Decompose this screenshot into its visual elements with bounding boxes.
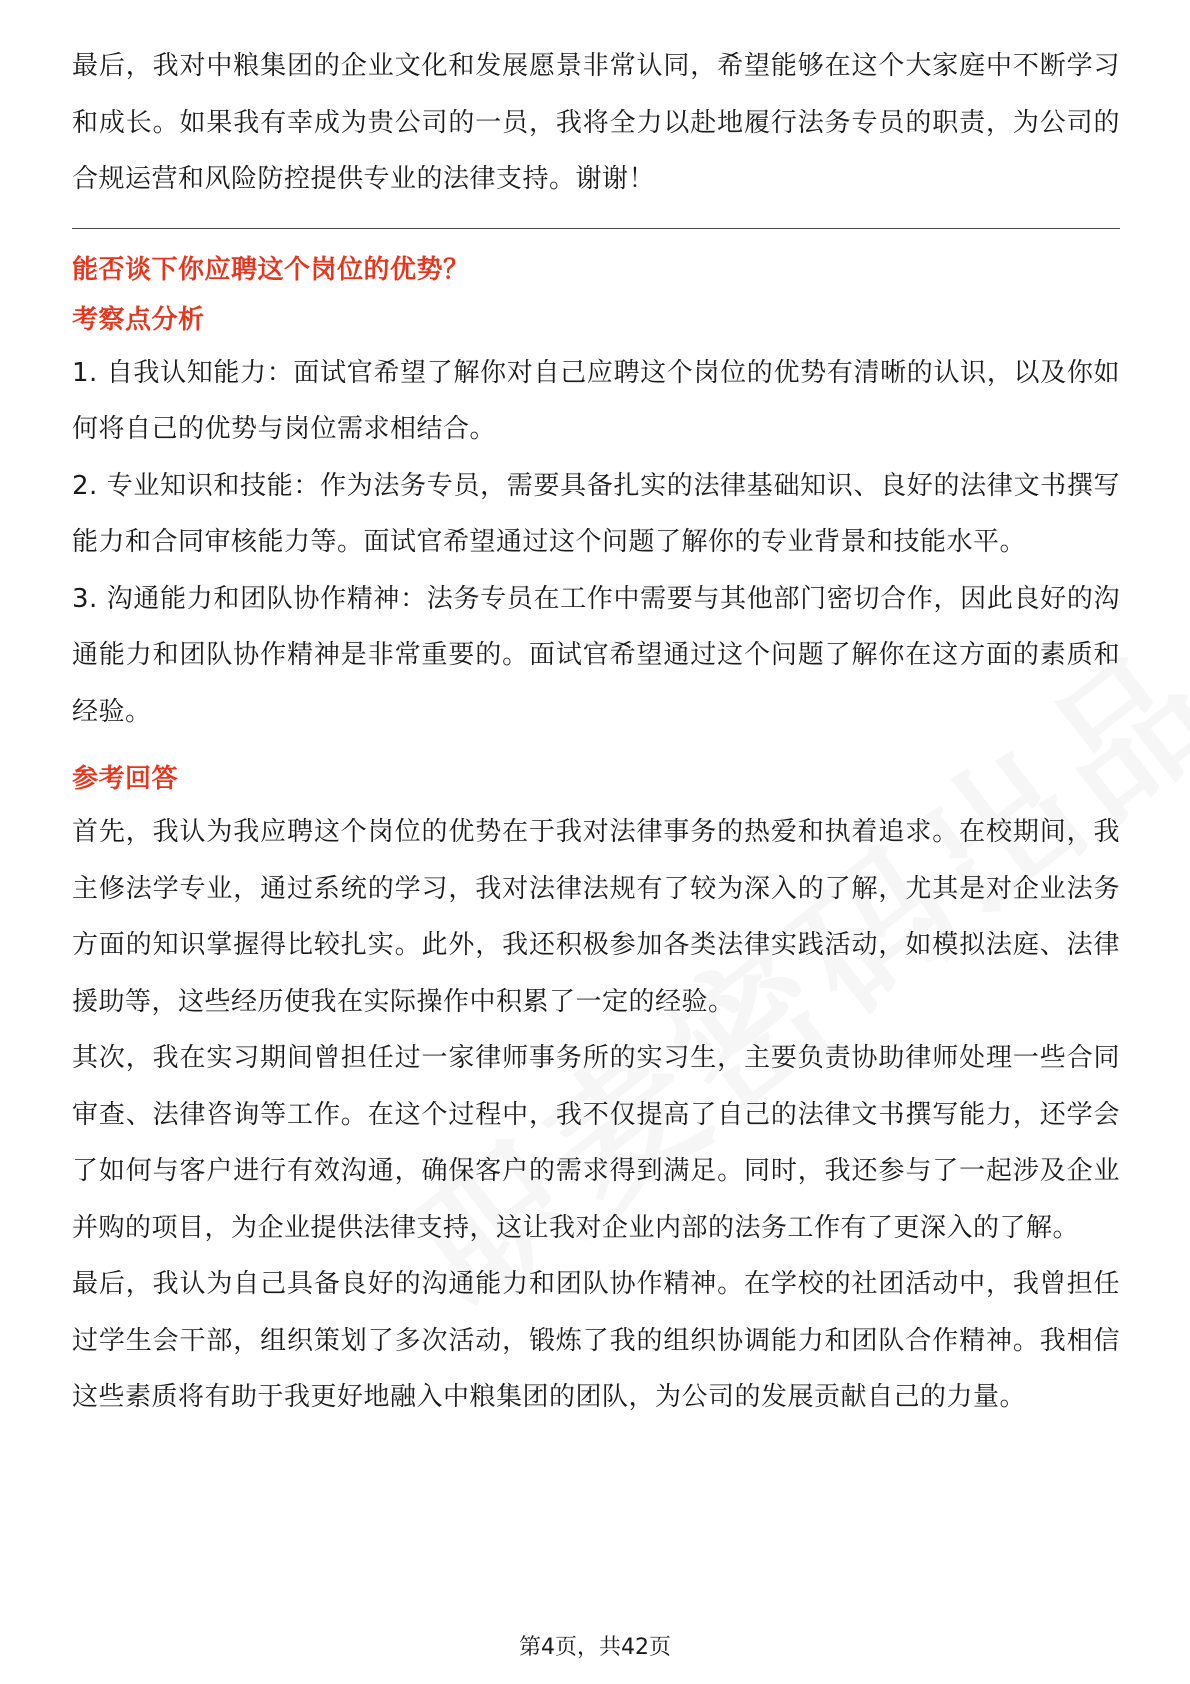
question-heading: 能否谈下你应聘这个岗位的优势？ — [72, 254, 470, 285]
analysis-point: 3. 沟通能力和团队协作精神：法务专员在工作中需要与其他部门密切合作，因此良好的沟通能力和团队协作精神是非常重要的。面试官希望通过这个问题了解你在这方面的素质和经验。 — [72, 583, 1120, 727]
analysis-heading: 考察点分析 — [72, 304, 205, 335]
intro-paragraph: 最后，我对中粮集团的企业文化和发展愿景非常认同，希望能够在这个大家庭中不断学习和成长。如果我有幸成为贵公司的一员，我将全力以赴地履行法务专员的职责，为公司的合规运营和风险防控提供专业的法律支持。谢谢！ — [72, 51, 1120, 194]
answer-paragraph: 首先，我认为我应聘这个岗位的优势在于我对法律事务的热爱和执着追求。在校期间，我主修法学专业，通过系统的学习，我对法律法规有了较为深入的了解，尤其是对企业法务方面的知识掌握得比较扎实。此外，我还积极参加各类法律实践活动，如模拟法庭、法律援助等，这些经历使我在实际操作中积累了一定的经验。 — [72, 817, 1120, 1017]
document-page — [72, 38, 1120, 1426]
section-gap — [72, 740, 1120, 754]
analysis-point: 2. 专业知识和技能：作为法务专员，需要具备扎实的法律基础知识、良好的法律文书撰写能力和合同审核能力等。面试官希望通过这个问题了解你的专业背景和技能水平。 — [72, 470, 1120, 557]
answer-heading: 参考回答 — [72, 764, 179, 794]
answer-paragraph: 最后，我认为自己具备良好的沟通能力和团队协作精神。在学校的社团活动中，我曾担任过学生会干部，组织策划了多次活动，锻炼了我的组织协调能力和团队合作精神。我相信这些素质将有助于我更好地融入中粮集团的团队，为公司的发展贡献自己的力量。 — [72, 1269, 1120, 1412]
section-divider — [72, 228, 1120, 229]
answer-paragraph: 其次，我在实习期间曾担任过一家律师事务所的实习生，主要负责协助律师处理一些合同审查、法律咨询等工作。在这个过程中，我不仅提高了自己的法律文书撰写能力，还学会了如何与客户进行有效沟通，确保客户的需求得到满足。同时，我还参与了一起涉及企业并购的项目，为企业提供法律支持，这让我对企业内部的法务工作有了更深入的了解。 — [72, 1043, 1120, 1243]
analysis-point: 1. 自我认知能力：面试官希望了解你对自己应聘这个岗位的优势有清晰的认识，以及你如何将自己的优势与岗位需求相结合。 — [72, 357, 1120, 444]
page-number: 第4页，共42页 — [519, 1635, 671, 1660]
